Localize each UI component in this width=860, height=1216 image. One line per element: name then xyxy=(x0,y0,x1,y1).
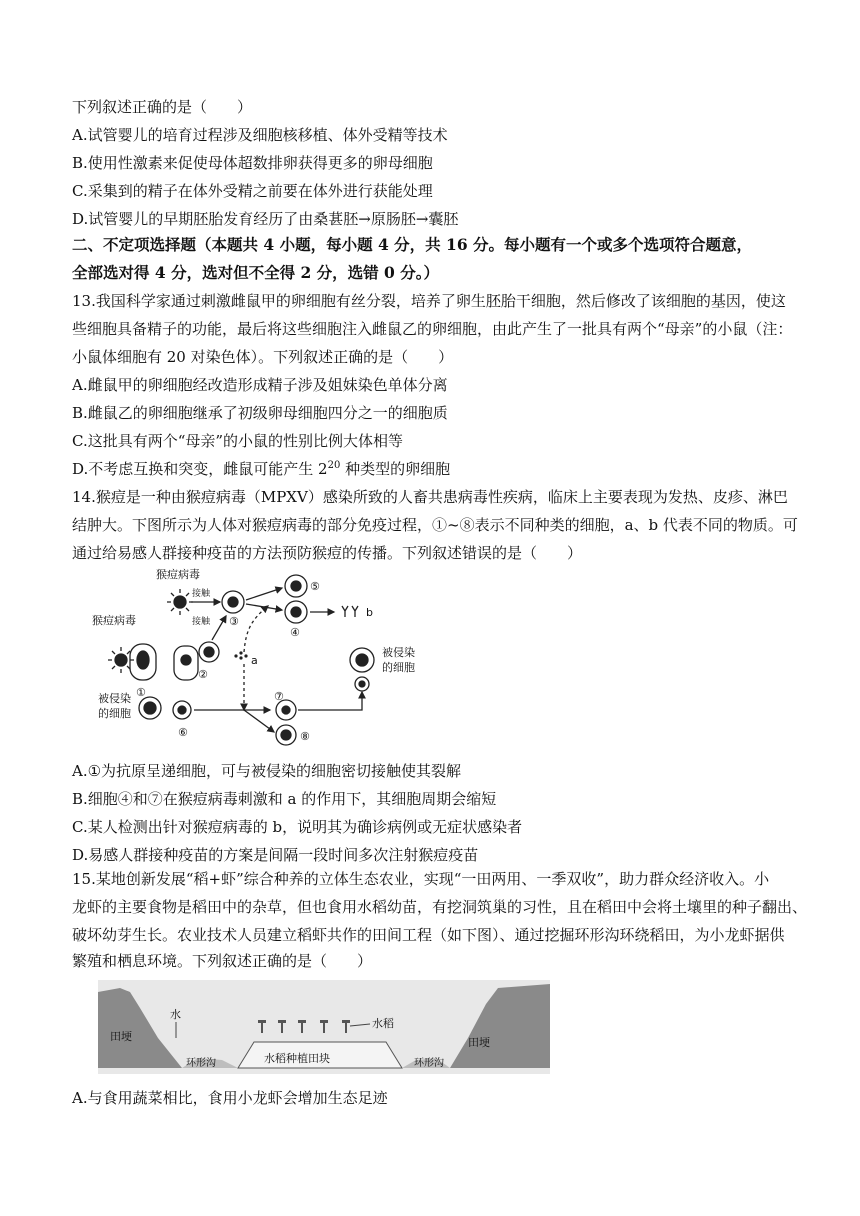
rice-shrimp-field-figure xyxy=(98,980,550,1074)
q13-option-b: B.雌鼠乙的卵细胞继承了初级卵母细胞四分之一的细胞质 xyxy=(72,404,448,422)
svg-text:猴痘病毒: 猴痘病毒 xyxy=(92,614,136,627)
svg-text:④: ④ xyxy=(290,626,300,639)
svg-text:①: ① xyxy=(136,686,146,699)
q14-stem: 14.猴痘是一种由猴痘病毒（MPXV）感染所致的人畜共患病毒性疾病，临床上主要表现为发热、皮疹、淋巴 xyxy=(72,488,788,506)
svg-text:田埂: 田埂 xyxy=(468,1036,490,1049)
q14-stem: 通过给易感人群接种疫苗的方法预防猴痘的传播。下列叙述错误的是（ ） xyxy=(72,544,583,562)
svg-text:猴痘病毒: 猴痘病毒 xyxy=(156,568,200,581)
svg-text:被侵染: 被侵染 xyxy=(382,646,415,659)
q14-stem: 结肿大。下图所示为人体对猴痘病毒的部分免疫过程，①~⑧表示不同种类的细胞，a、b 代表不同的物质。可 xyxy=(72,516,798,534)
svg-text:接触: 接触 xyxy=(192,617,211,627)
svg-text:水: 水 xyxy=(170,1008,181,1021)
svg-text:的细胞: 的细胞 xyxy=(382,661,415,674)
question-stem-tail: 下列叙述正确的是（ ） xyxy=(72,98,253,116)
q14-option-d: D.易感人群接种疫苗的方案是间隔一段时间多次注射猴痘疫苗 xyxy=(72,846,479,864)
svg-text:被侵染: 被侵染 xyxy=(98,692,131,705)
svg-text:接触: 接触 xyxy=(192,589,211,599)
immune-process-figure xyxy=(86,560,436,752)
q15-stem: 龙虾的主要食物是稻田中的杂草，但也食用水稻幼苗，有挖洞筑巢的习性，且在稻田中会将土壤里的种子翻出、 xyxy=(72,898,808,916)
svg-text:b: b xyxy=(366,606,373,619)
svg-text:⑧: ⑧ xyxy=(300,730,310,743)
svg-text:水稻: 水稻 xyxy=(372,1017,394,1030)
svg-text:环形沟: 环形沟 xyxy=(186,1058,216,1069)
svg-text:环形沟: 环形沟 xyxy=(414,1058,444,1069)
q13-stem: 小鼠体细胞有 20 对染色体）。下列叙述正确的是（ ） xyxy=(72,348,454,366)
svg-text:⑤: ⑤ xyxy=(310,580,320,593)
q13-option-a: A.雌鼠甲的卵细胞经改造形成精子涉及姐妹染色单体分离 xyxy=(72,376,448,394)
q13-option-d: D.不考虑互换和突变，雌鼠可能产生 $2^{20}$ 种类型的卵细胞 xyxy=(72,460,451,478)
q15-option-a: A.与食用蔬菜相比，食用小龙虾会增加生态足迹 xyxy=(72,1089,388,1107)
q14-option-c: C.某人检测出针对猴痘病毒的 b，说明其为确诊病例或无症状感染者 xyxy=(72,818,523,836)
option-b: B.使用性激素来促使母体超数排卵获得更多的卵母细胞 xyxy=(72,154,433,172)
option-c: C.采集到的精子在体外受精之前要在体外进行获能处理 xyxy=(72,182,433,200)
svg-text:③: ③ xyxy=(229,615,239,628)
section-heading: 二、不定项选择题（本题共 4 小题，每小题 4 分，共 16 分。每小题有一个或多个选项符合题意， xyxy=(72,235,753,254)
q14-option-b: B.细胞④和⑦在猴痘病毒刺激和 a 的作用下，其细胞周期会缩短 xyxy=(72,790,497,808)
option-a: A.试管婴儿的培育过程涉及细胞核移植、体外受精等技术 xyxy=(72,126,448,144)
q13-option-c: C.这批具有两个“母亲”的小鼠的性别比例大体相等 xyxy=(72,432,404,450)
q13-stem: 些细胞具备精子的功能，最后将这些细胞注入雌鼠乙的卵细胞，由此产生了一批具有两个“母亲”的小鼠（注： xyxy=(72,320,793,338)
svg-text:a: a xyxy=(251,654,258,667)
svg-text:的细胞: 的细胞 xyxy=(98,707,131,720)
virus-icon xyxy=(167,589,193,615)
q15-stem: 繁殖和栖息环境。下列叙述正确的是（ ） xyxy=(72,952,373,970)
svg-text:田埂: 田埂 xyxy=(110,1030,132,1043)
q15-stem: 破坏幼芽生长。农业技术人员建立稻虾共作的田间工程（如下图）、通过挖掘环形沟环绕稻田，为小龙虾据供 xyxy=(72,926,785,944)
q15-stem: 15.某地创新发展“稻+虾”综合种养的立体生态农业，实现“一田两用、一季双收”，助力群众经济收入。小 xyxy=(72,870,770,888)
svg-text:⑥: ⑥ xyxy=(178,726,188,739)
svg-text:⑦: ⑦ xyxy=(274,690,284,703)
section-heading-cont: 全部选对得 4 分，选对但不全得 2 分，选错 0 分。） xyxy=(72,263,439,282)
svg-text:水稻种植田块: 水稻种植田块 xyxy=(264,1052,330,1065)
q13-stem: 13.我国科学家通过刺激雌鼠甲的卵细胞有丝分裂，培养了卵生胚胎干细胞，然后修改了该细胞的基因，使这 xyxy=(72,292,786,310)
q14-option-a: A.①为抗原呈递细胞，可与被侵染的细胞密切接触使其裂解 xyxy=(72,762,462,780)
option-d: D.试管婴儿的早期胚胎发育经历了由桑葚胚→原肠胚→囊胚 xyxy=(72,210,459,228)
svg-text:②: ② xyxy=(198,668,208,681)
